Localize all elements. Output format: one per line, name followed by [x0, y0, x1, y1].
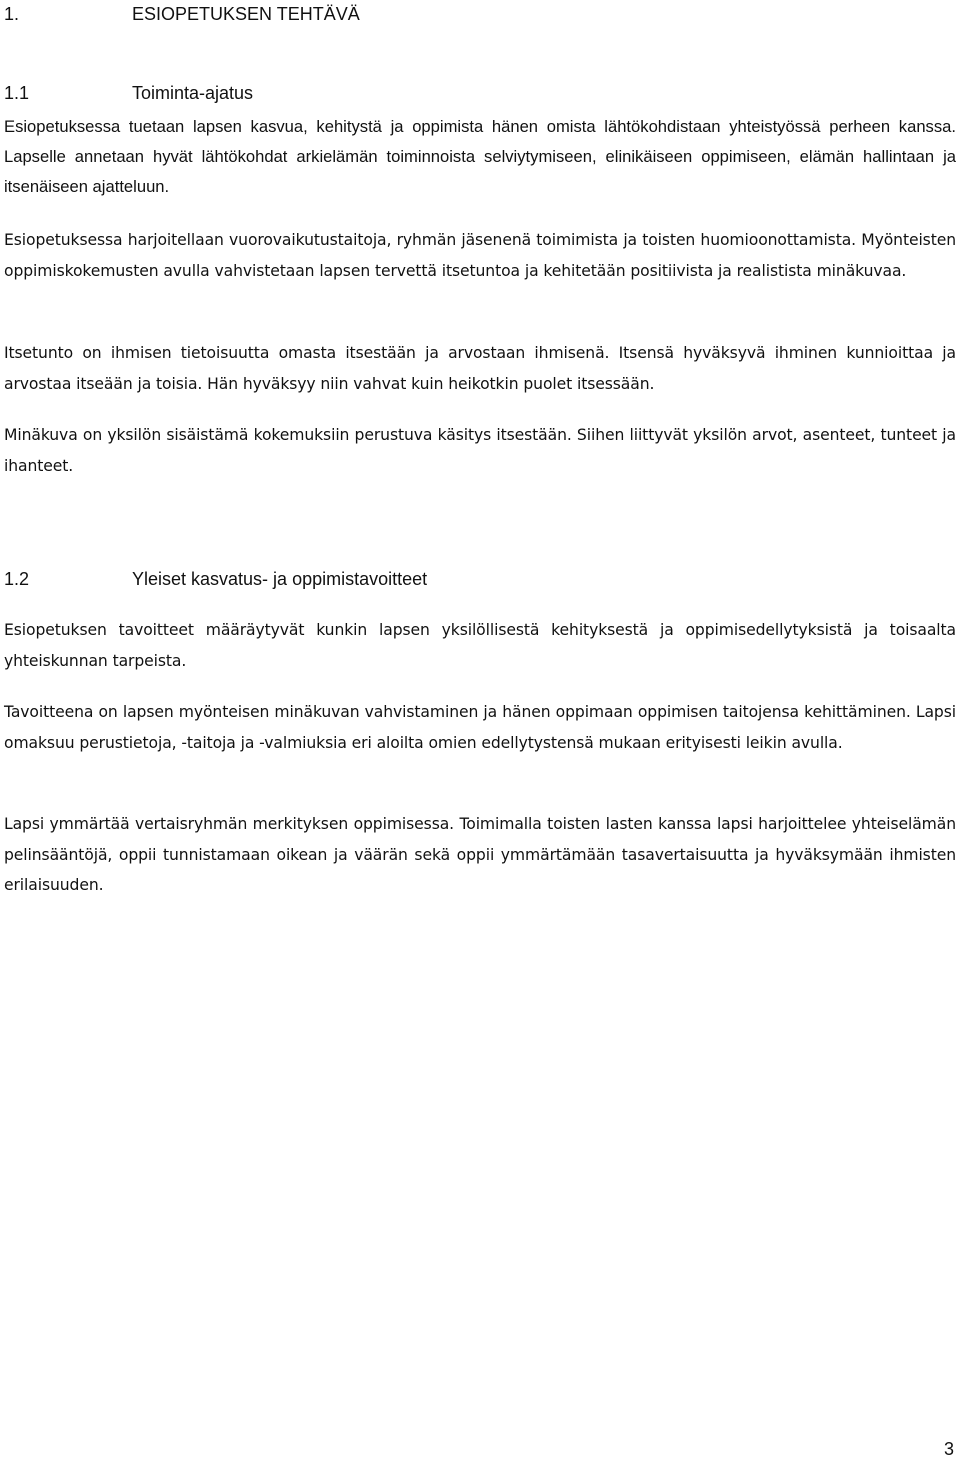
chapter-number: 1.	[4, 4, 20, 24]
section-heading-1-2	[4, 567, 427, 591]
page-number: 3	[943, 1439, 954, 1459]
chapter-title: ESIOPETUKSEN TEHTÄVÄ	[132, 4, 360, 24]
section-title: Yleiset kasvatus- ja oppimistavoitteet	[132, 569, 428, 589]
paragraph: Esiopetuksessa harjoitellaan vuorovaikutustaitoja, ryhmän jäsenenä toimimista ja toisten huomioonottamista. Myönteisten oppimiskokemusten avulla vahvistetaan lapsen tervettä itsetuntoa ja kehitetään positiivista ja realistista minäkuvaa.	[4, 231, 956, 280]
paragraph: Tavoitteena on lapsen myönteisen minäkuvan vahvistaminen ja hänen oppimaan oppimisen taitojensa kehittäminen. Lapsi omaksuu perustietoja, -taitoja ja -valmiuksia eri aloilta omien edellytystensä mukaan erityisesti leikin avulla.	[4, 703, 956, 752]
section-heading-1-1	[4, 81, 253, 105]
paragraph: Esiopetuksen tavoitteet määräytyvät kunkin lapsen yksilöllisestä kehityksestä ja oppimisedellytyksistä ja toisaalta yhteiskunnan tarpeista.	[4, 621, 956, 670]
section-title: Toiminta-ajatus	[132, 83, 254, 103]
paragraph: Lapsi ymmärtää vertaisryhmän merkityksen oppimisessa. Toimimalla toisten lasten kanssa lapsi harjoittelee yhteiselämän pelinsääntöjä, oppii tunnistamaan oikean ja väärän sekä oppii ymmärtämään tasavertaisuutta ja hyväksymään ihmisten erilaisuuden.	[4, 815, 956, 894]
chapter-heading	[4, 2, 360, 26]
section-number: 1.1	[4, 83, 30, 103]
paragraph: Esiopetuksessa tuetaan lapsen kasvua, kehitystä ja oppimista hänen omista lähtökohdistaan yhteistyössä perheen kanssa. Lapselle annetaan hyvät lähtökohdat arkielämän toiminnoista selviytymiseen, elinikäiseen oppimiseen, elämän hallintaan ja itsenäiseen ajatteluun.	[4, 117, 956, 196]
paragraph: Itsetunto on ihmisen tietoisuutta omasta itsestään ja arvostaan ihmisenä. Itsensä hyväksyvä ihminen kunnioittaa ja arvostaa itseään ja toisia. Hän hyväksyy niin vahvat kuin heikotkin puolet itsessään.	[4, 344, 956, 393]
section-number: 1.2	[4, 569, 30, 589]
paragraph: Minäkuva on yksilön sisäistämä kokemuksiin perustuva käsitys itsestään. Siihen liittyvät yksilön arvot, asenteet, tunteet ja ihanteet.	[4, 426, 956, 475]
